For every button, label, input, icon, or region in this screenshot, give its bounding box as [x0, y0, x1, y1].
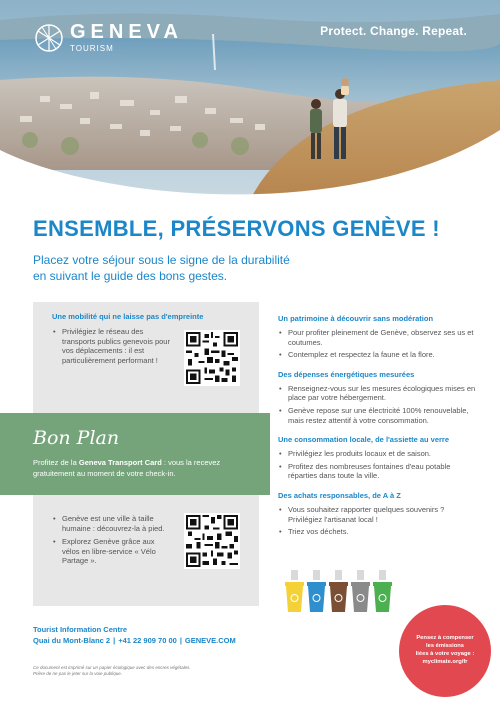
- fine-print-line: Prière de ne pas le jeter sur la voie publique.: [33, 671, 123, 676]
- transport-card-name: Geneva Transport Card: [78, 458, 162, 467]
- list-item: • Contemplez et respectez la faune et la flore.: [278, 350, 478, 360]
- transport-qr-code[interactable]: [184, 330, 240, 386]
- recycling-bin-icon: [329, 570, 348, 612]
- recycling-bin-icon: [373, 570, 392, 612]
- recycling-bin-icon: [307, 570, 326, 612]
- energy-list: [278, 384, 478, 425]
- list-item: • Privilégiez les produits locaux et de saison.: [278, 449, 478, 459]
- qr-code-icon: [186, 515, 238, 567]
- list-item: • Explorez Genève grâce aux vélos en libre-service « Vélo Partage ».: [52, 537, 174, 566]
- fine-print: [33, 665, 233, 677]
- carbon-offset-badge[interactable]: [399, 605, 491, 697]
- footer-contact: Tourist Information Centre Quai du Mont-Blanc 2 | +41 22 909 70 00 | GENEVE.COM: [33, 625, 236, 645]
- brand-name: GENEVA: [70, 21, 183, 43]
- list-item: • Vous souhaitez rapporter quelques souvenirs ? Privilégiez l'artisanat local !: [278, 505, 478, 524]
- bike-share-qr-code[interactable]: [184, 513, 240, 569]
- purchases-section: [278, 491, 478, 537]
- list-item: • Genève repose sur une électricité 100% renouvelable, mais restez attentif à votre consommation.: [278, 406, 478, 425]
- offset-line: liées à votre voyage :: [415, 651, 475, 657]
- offset-line: les émissions: [425, 643, 465, 650]
- list-item: • Profitez des nombreuses fontaines d'eau potable réparties dans toute la ville.: [278, 462, 478, 481]
- consumption-list: [278, 449, 478, 481]
- tagline: Protect. Change. Repeat.: [320, 24, 467, 38]
- address: Quai du Mont-Blanc 2: [33, 636, 111, 645]
- heritage-list: [278, 328, 478, 360]
- bon-plan-text-start: Profitez de la: [33, 458, 79, 467]
- phone-link[interactable]: +41 22 909 70 00: [118, 636, 177, 645]
- list-item: • Renseignez-vous sur les mesures écologiques mises en place par votre hébergement.: [278, 384, 478, 403]
- consumption-title: Une consommation locale, de l'assiette au verre: [278, 435, 450, 445]
- geneva-tourism-logo[interactable]: [34, 22, 183, 53]
- bon-plan-title: Bon Plan: [33, 427, 120, 449]
- purchases-title: Des achats responsables, de A à Z: [278, 490, 401, 500]
- qr-code-icon: [186, 332, 238, 384]
- walking-list: [52, 514, 174, 566]
- intro-line-1: Placez votre séjour sous le signe de la durabilité: [33, 253, 290, 267]
- list-item: • Triez vos déchets.: [278, 527, 478, 537]
- list-item: • Pour profiter pleinement de Genève, observez ses us et coutumes.: [278, 328, 478, 347]
- website-link[interactable]: GENEVE.COM: [184, 636, 236, 645]
- recycling-bin-icon: [351, 570, 370, 612]
- info-centre-name: Tourist Information Centre: [33, 625, 128, 634]
- geneva-logo-icon: [34, 23, 64, 53]
- energy-section: [278, 370, 478, 425]
- bon-plan-text-end: : vous la recevez gratuitement au moment de votre check-in.: [33, 458, 221, 478]
- offset-link[interactable]: myclimate.org/fr: [422, 658, 468, 665]
- hero-image: [0, 0, 500, 200]
- heritage-title: Un patrimoine à découvrir sans modération: [278, 314, 434, 323]
- recycling-bins-icon: [284, 568, 394, 614]
- recycling-bin-icon: [285, 570, 304, 612]
- mobility-title: Une mobilité qui ne laisse pas d'empreinte: [52, 312, 204, 321]
- list-item: • Genève est une ville à taille humaine : découvrez-la à pied.: [52, 514, 174, 533]
- purchases-list: [278, 505, 478, 537]
- offset-line: Pensez à compenser: [416, 635, 474, 642]
- intro-text: [33, 252, 333, 284]
- mobility-list: [52, 327, 170, 365]
- energy-title: Des dépenses énergétiques mesurées: [278, 369, 415, 379]
- heritage-section: [278, 314, 478, 360]
- intro-line-2: en suivant le guide des bons gestes.: [33, 269, 228, 283]
- consumption-section: [278, 435, 478, 481]
- bon-plan-banner: [0, 413, 270, 495]
- page-title: ENSEMBLE, PRÉSERVONS GENÈVE !: [33, 216, 440, 241]
- tips-column: [278, 314, 478, 547]
- bon-plan-text: [33, 458, 248, 479]
- fine-print-line: Ce document est imprimé sur un papier écologique avec des encres végétales.: [33, 665, 191, 670]
- list-item: • Privilégiez le réseau des transports publics genevois pour vos déplacements : il est particulièrement performant !: [52, 327, 170, 365]
- brand-subtitle: TOURISM: [70, 44, 114, 53]
